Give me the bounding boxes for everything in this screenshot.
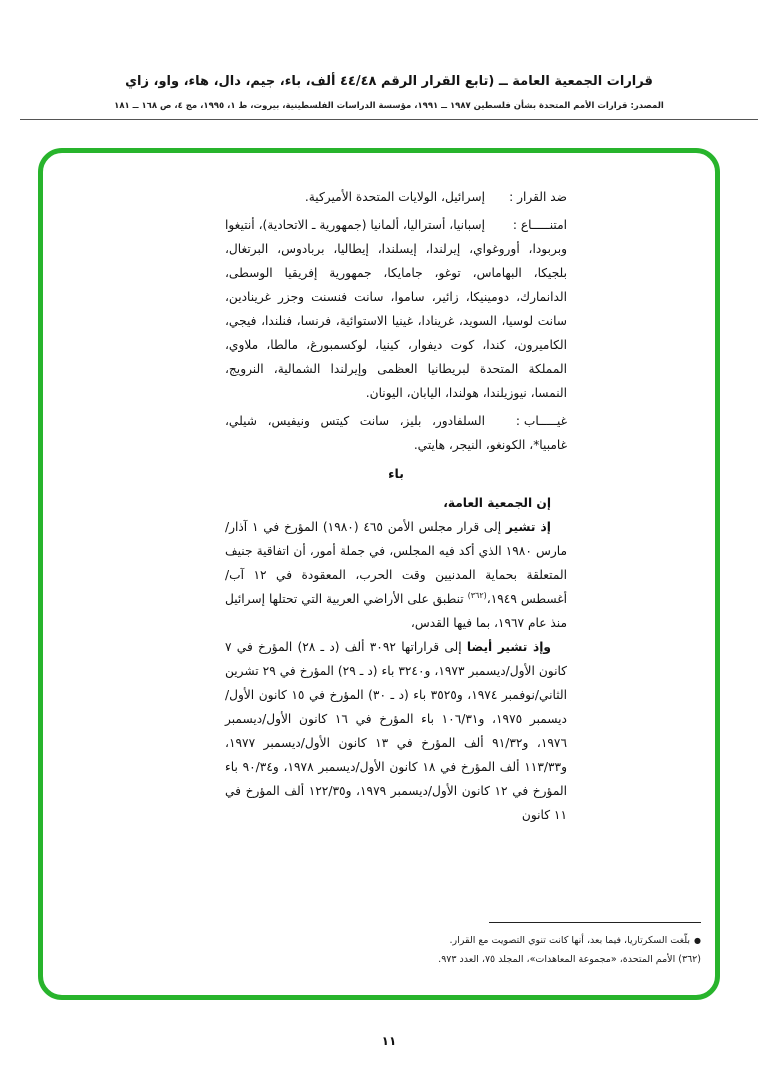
para1-text-a: إلى قرار مجلس الأمن ٤٦٥ (١٩٨٠) المؤرخ في ١ آذار/مارس ١٩٨٠ الذي أكد فيه المجلس، في جملة أمور، أن اتفاقية جنيف المتعلقة بحماية المدنيين وقت الحرب، المعقودة في ١٢ آب/أغسطس ١٩٤٩، bbox=[225, 520, 567, 606]
footnote-ref-362: (٣٦٢) bbox=[467, 590, 487, 600]
vote-against-label: ضد القرار : bbox=[509, 190, 567, 204]
vote-against-text: إسرائيل، الولايات المتحدة الأميركية. bbox=[304, 190, 485, 204]
vote-absent-label: غيـــــاب : bbox=[515, 414, 567, 428]
para2-text: إلى قراراتها ٣٠٩٢ ألف (د ـ ٢٨) المؤرخ في ٧ كانون الأول/ديسمبر ١٩٧٣، و٣٢٤٠ باء (د ـ ٢٩) المؤرخ في ٢٩ تشرين الثاني/نوفمبر ١٩٧٤، و٣٥٢٥ باء (د ـ ٣٠) المؤرخ في ١٥ كانون الأول/ديسمبر ١٩٧٥، و١٠٦/٣١ باء المؤرخ في ١٦ كانون الأول/ديسمبر ١٩٧٦، و٩١/٣٢ ألف المؤرخ في ١٣ كانون الأول/ديسمبر ١٩٧٧، و١١٣/٣٣ ألف المؤرخ في ١٨ كانون الأول/ديسمبر ١٩٧٨، و٩٠/٣٤ باء المؤرخ في ١٢ كانون الأول/ديسمبر ١٩٧٩، و١٢٢/٣٥ ألف المؤرخ في ١١ كانون bbox=[225, 640, 567, 822]
vote-absent-text: السلفادور، بليز، سانت كيتس ونيفيس، شيلي، غامبيا*، الكونغو، النيجر، هايتي. bbox=[225, 414, 567, 452]
footnote-star-text: بلّغت السكرتاريا، فيما بعد، أنها كانت تنوي التصويت مع القرار. bbox=[449, 935, 691, 946]
vote-absent-row bbox=[225, 409, 567, 457]
header-rule bbox=[20, 119, 758, 120]
preambular-paragraph-2 bbox=[225, 635, 567, 827]
footnote-rule bbox=[489, 922, 701, 923]
source-line: المصدر: قرارات الأمم المتحدة بشأن فلسطين ١٩٨٧ ــ ١٩٩١، مؤسسة الدراسات الفلسطينية، بيروت، ط ١، ١٩٩٥، مج ٤، ص ١٦٨ ــ ١٨١ bbox=[114, 101, 664, 111]
footnote-362: (٣٦٢) الأمم المتحدة، «مجموعة المعاهدات»، المجلد ٧٥، العدد ٩٧٣. bbox=[438, 954, 701, 965]
section-heading: باء bbox=[388, 466, 404, 481]
footnotes-block bbox=[349, 922, 701, 969]
preambular-paragraph-1 bbox=[225, 515, 567, 635]
footnote-star bbox=[349, 931, 701, 950]
vote-abstain-label: امتنـــــاع : bbox=[512, 218, 567, 232]
para1-text-b: تنطبق على الأراضي العربية التي تحتلها إسرائيل منذ عام ١٩٦٧، بما فيها القدس، bbox=[225, 592, 567, 630]
para1-lead: إذ تشير bbox=[505, 520, 551, 534]
vote-against-row bbox=[225, 185, 567, 209]
para2-lead: وإذ تشير أيضا bbox=[466, 640, 551, 654]
resolution-text bbox=[225, 185, 567, 827]
vote-abstain-row bbox=[225, 213, 567, 405]
resolution-intro: إن الجمعية العامة، bbox=[443, 496, 551, 510]
footnote-bullet-icon: ● bbox=[694, 936, 701, 945]
vote-abstain-text: إسبانيا، أستراليا، ألمانيا (جمهورية ـ الاتحادية)، أنتيغوا وبربودا، أوروغواي، إيرلندا، إيسلندا، إيطاليا، بربادوس، البرتغال، بلجيكا، البهاماس، توغو، جامايكا، جمهورية إفريقيا الوسطى، الدانمارك، دومينيكا، زائير، ساموا، سانت فنسنت وجزر غرينادين، سانت لوسيا، السويد، غرينادا، غينيا الاستوائية، فرنسا، فنلندا، فيجي، الكاميرون، كندا، كوت ديفوار، كينيا، لوكسمبورغ، مالطا، ملاوي، المملكة المتحدة لبريطانيا العظمى وإيرلندا الشمالية، النرويج، النمسا، نيوزيلندا، هولندا، اليابان، اليونان. bbox=[225, 218, 567, 400]
page-number: ١١ bbox=[381, 1034, 397, 1048]
content-frame bbox=[38, 148, 720, 1000]
page-title: قرارات الجمعية العامة ــ (تابع القرار الرقم ٤٤/٤٨ ألف، باء، جيم، دال، هاء، واو، زاي bbox=[125, 74, 653, 89]
